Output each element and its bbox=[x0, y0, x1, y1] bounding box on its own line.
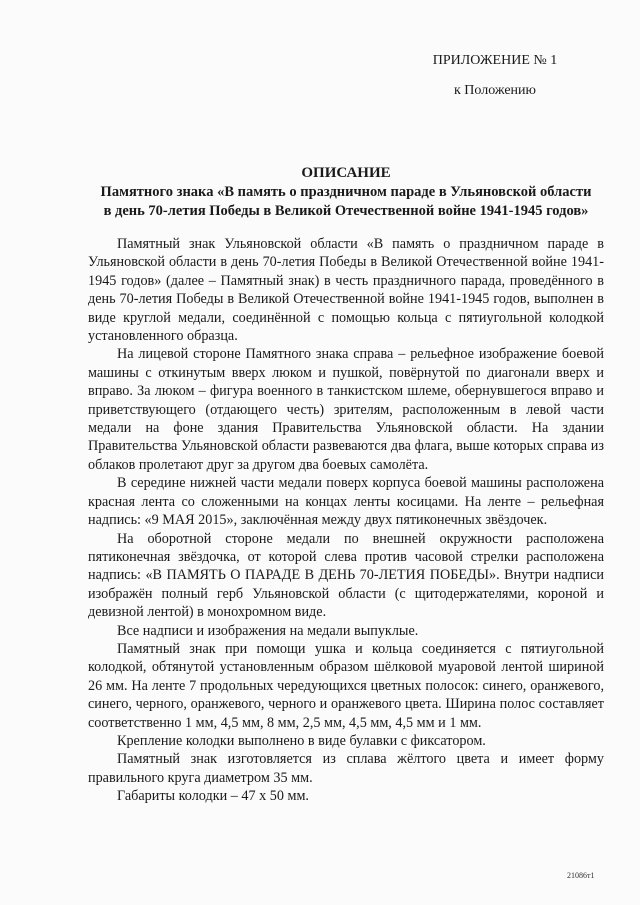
appendix-title: ПРИЛОЖЕНИЕ № 1 bbox=[432, 53, 558, 68]
appendix-reference: к Положению bbox=[453, 83, 536, 98]
heading-title: ОПИСАНИЕ bbox=[301, 165, 391, 181]
paragraph-dimensions: Габариты колодки – 47 х 50 мм. bbox=[117, 788, 309, 805]
document-heading bbox=[72, 164, 620, 221]
paragraph-obverse: На лицевой стороне Памятного знака справа – рельефное изображение боевой машины с откинутым вверх люком и пушкой, повёрнутой по диагонали вверх и вправо. За люком – фигура военного в танкистском шлеме, обернувшегося вправо и приветствующего (отдающего честь) зрителям, расположенным в левой части медали на фоне здания Правительства Ульяновской области. На здании Правительства Ульяновской области развеваются два флага, выше которых справа из облаков пролетают друг за другом два боевых самолёта. bbox=[88, 346, 604, 473]
paragraph-relief: Все надписи и изображения на медали выпуклые. bbox=[117, 622, 419, 639]
paragraph-general: Памятный знак Ульяновской области «В память о праздничном параде в Ульяновской области в день 70-летия Победы в Великой Отечественной войне 1941-1945 годов» (далее – Памятный знак) в честь праздничного парада, проведённого в день 70-летия Победы в Великой Отечественной войне 1941-1945 годов, выполнен в виде круглой медали, соединённой с помощью кольца с пятиугольной колодкой установленного образца. bbox=[88, 236, 604, 345]
document-code: 21086т1 bbox=[567, 871, 595, 880]
paragraph-mount-ribbon: Памятный знак при помощи ушка и кольца соединяется с пятиугольной колодкой, обтянутой установленным образом шёлковой муаровой лентой шириной 26 мм. На ленте 7 продольных чередующихся цветных полосок: синего, оранжевого, синего, черного, оранжевого, черного и оранжевого цвета. Ширина полос составляет соответственно 1 мм, 4,5 мм, 8 мм, 2,5 мм, 4,5 мм, 4,5 мм и 1 мм. bbox=[88, 640, 604, 731]
heading-line-2: в день 70-летия Победы в Великой Отечественной войне 1941-1945 годов» bbox=[103, 203, 589, 219]
paragraph-fastening: Крепление колодки выполнено в виде булавки с фиксатором. bbox=[117, 732, 486, 749]
paragraph-material: Памятный знак изготовляется из сплава жёлтого цвета и имеет форму правильного круга диаметром 35 мм. bbox=[88, 751, 604, 786]
heading-line-1: Памятного знака «В память о праздничном параде в Ульяновской области bbox=[100, 184, 592, 200]
paragraph-ribbon: В середине нижней части медали поверх корпуса боевой машины расположена красная лента со сложенными на концах ленты косицами. На ленте – рельефная надпись: «9 МАЯ 2015», заключённая между двух пятиконечных звёздочек. bbox=[88, 475, 604, 529]
paragraph-reverse: На оборотной стороне медали по внешней окружности расположена пятиконечная звёздочка, от которой слева против часовой стрелки расположена надпись: «В ПАМЯТЬ О ПАРАДЕ В ДЕНЬ 70-ЛЕТИЯ ПОБЕДЫ». Внутри надписи изображён полный герб Ульяновской области (с щитодержателями, короной и девизной лентой) в монохромном виде. bbox=[88, 530, 604, 621]
appendix-header bbox=[400, 52, 590, 100]
document-body bbox=[88, 235, 604, 806]
